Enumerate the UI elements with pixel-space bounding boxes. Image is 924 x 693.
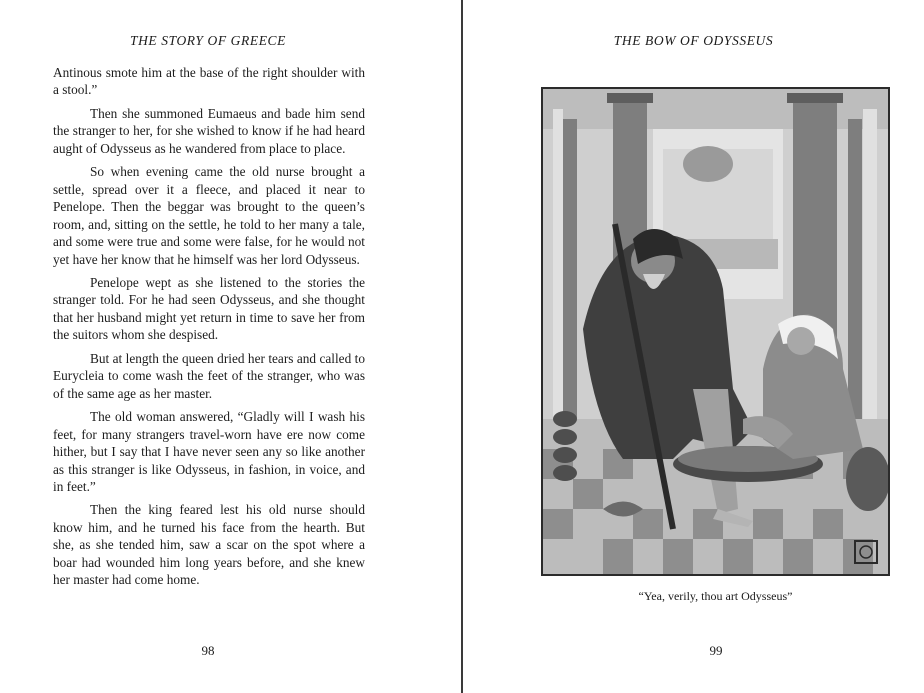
illustration-image: [543, 89, 888, 574]
paragraph: Then she summoned Eumaeus and bade him send the stranger to her, for she wished to know if he had heard aught of Odysseus as he wandered from place to place.: [53, 105, 365, 156]
paragraph: The old woman answered, “Gladly will I wash his feet, for many strangers travel-worn have ere now come hither, but I say that I have never seen any so like another as this stranger is like Odysseus, in fashion, in voice, and in feet.”: [53, 409, 365, 494]
paragraph: But at length the queen dried her tears and called to Eurycleia to come wash the feet of the stranger, who was of the same age as her master.: [53, 350, 365, 401]
page-number-left: 98: [201, 643, 215, 658]
right-page: [463, 0, 924, 693]
left-page: [0, 0, 461, 693]
paragraph: Antinous smote him at the base of the right shoulder with a stool.”: [53, 65, 365, 98]
body-text: [53, 64, 365, 595]
running-head-left: THE STORY OF GREECE: [129, 33, 287, 48]
paragraph: So when evening came the old nurse brought a settle, spread over it a fleece, and placed it near to Penelope. Then the beggar was brought to the queen’s room, and, sitting on the settle, he told to her many a tale, and some were true and some were false, for he would not yet have her know that he himself was her lord Odysseus.: [53, 164, 365, 267]
illustration-caption: “Yea, verily, thou art Odysseus”: [638, 589, 793, 603]
running-head-right: THE BOW OF ODYSSEUS: [613, 33, 774, 48]
illustration-plate: [541, 87, 890, 576]
paragraph: Then the king feared lest his old nurse should know him, and he turned his face from the hearth. But she, as she tended him, saw a scar on the spot where a boar had wounded him long years before, and she knew her master had come home.: [53, 502, 365, 588]
page-number-right: 99: [709, 643, 723, 658]
paragraph: Penelope wept as she listened to the stories the stranger told. For he had seen Odysseus, and she thought that her husband might yet return in time to save her from the suitors whom she despised.: [53, 274, 365, 343]
